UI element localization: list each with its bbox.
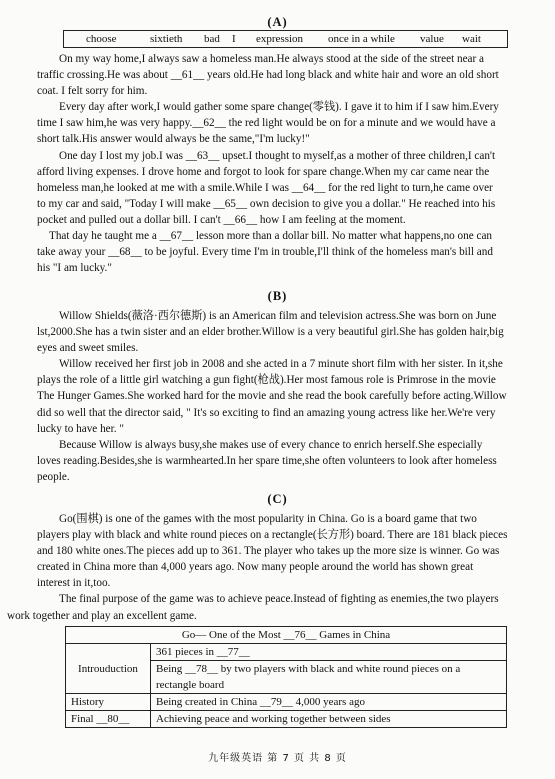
passage-line: pocket and pulled out a dollar bill. I can't __66__ how I am feeling at the moment. [37, 213, 406, 226]
passage-line: time I saw him,he was very happy.__62__ the red light would be on for a minute and we would have a [37, 117, 496, 130]
section-a-title: (A) [267, 15, 288, 29]
passage-line: and 180 white ones.The pieces add up to 361. The player who takes up the more size is winner. Go was [37, 545, 500, 558]
word-bank [63, 30, 508, 48]
table-cell: Achieving peace and working together between sides [151, 711, 507, 728]
passage-line: loves reading.Besides,she is warmhearted.In her spare time,she often volunteers to look after homeless [37, 454, 497, 467]
passage-line: lst,2000.She has a twin sister and an elder brother.Willow is a very beautiful girl.She has golden hair,big [37, 326, 504, 339]
word-bank-item: once in a while [328, 33, 395, 45]
passage-line: to my car and said, "Today I will make __65__ own decision to give you a dollar." He reached into his [37, 197, 496, 210]
word-bank-item: expression [256, 33, 304, 45]
passage-line: take away your __68__ to be joyful. Every time I'm in trouble,I'll think of the homeless man's bill and [37, 246, 493, 259]
table-cell: 361 pieces in __77__ [151, 644, 507, 661]
word-bank-item: sixtieth [150, 33, 183, 45]
passage-line: players play with black and white round pieces on a rectangle(长方形) board. There are 181 black pieces [37, 529, 508, 542]
passage-line: his "I am lucky." [37, 262, 112, 275]
table-cell-label: History [66, 694, 151, 711]
passage-line: One day I lost my job.I was __63__ upset.I thought to myself,as a mother of three children,I can't [59, 149, 496, 162]
passage-line: The Hunger Games.She worked hard for the movie and she read the book carefully before acting.Willow [37, 390, 507, 403]
passage-b [37, 308, 534, 485]
passage-line: interest in it,too. [37, 577, 111, 590]
table-cell-label: Final __80__ [66, 711, 151, 728]
passage-line: traffic crossing.He was about __61__ years old.He had long black and white hair and wore an old short [37, 69, 499, 82]
passage-line: afford living expenses. I drove home and forgot to look for spare change.When my car came near the [37, 165, 490, 178]
table-cell: rectangle board [151, 677, 507, 694]
passage-line: Willow Shields(薇洛·西尔德斯) is an American film and television actress.She was born on June [59, 310, 497, 322]
passage-line: That day he taught me a __67__ lesson more than a dollar bill. No matter what happens,no one can [49, 230, 493, 243]
passage-line: Because Willow is always busy,she makes use of every chance to enrich herself.She especially [59, 438, 483, 451]
passage-line: did so well that the director said, " It's so exciting to find an amazing young actress like her.We're very [37, 406, 496, 419]
table-row [66, 627, 507, 644]
passage-c [7, 511, 534, 624]
passage-line: work together and play an excellent game. [7, 609, 197, 622]
table-row [66, 711, 507, 728]
word-bank-item: bad [204, 33, 220, 45]
passage-line: The final purpose of the game was to achieve peace.Instead of fighting as enemies,the two players [59, 593, 499, 606]
passage-line: lucky to have her. " [37, 422, 124, 435]
passage-line: homeless man,he looked at me with a smile.While I was __64__ for the red light to turn,he came over [37, 181, 493, 194]
passage-line: Every day after work,I would gather some spare change(零钱). I gave it to him if I saw him.Every [59, 101, 499, 114]
passage-line: Willow received her first job in 2008 and she acted in a 7 minute short film with her sister. In it,she [59, 358, 503, 371]
table-row [66, 644, 507, 661]
word-bank-item: choose [86, 33, 117, 45]
section-b-title: (B) [267, 289, 288, 303]
summary-table [65, 626, 507, 728]
table-cell-label: Introuduction [66, 644, 151, 694]
passage-line: created in China more than 4,000 years ago. Now many people around the world has shown great [37, 561, 474, 574]
passage-line: plays the role of a little girl watching a gun fight(枪战).Her most famous role is Primrose in the movie [37, 374, 496, 387]
passage-line: Go(围棋) is one of the games with the most popularity in China. Go is a board game that two [59, 513, 477, 525]
passage-line: short talk.His answer would always be the same,"I'm lucky!" [37, 133, 310, 146]
word-bank-item: I [232, 33, 236, 45]
table-header: Go— One of the Most __76__ Games in China [66, 627, 507, 644]
passage-line: coat. I felt sorry for him. [37, 85, 148, 98]
passage-line: people. [37, 470, 70, 483]
table-row [66, 694, 507, 711]
table-cell: Being created in China __79__ 4,000 years ago [151, 694, 507, 711]
passage-line: eyes and sweet smiles. [37, 342, 139, 355]
page-footer: 九年级英语 第 7 页 共 8 页 [208, 753, 347, 764]
passage-a [37, 51, 534, 276]
word-bank-item: wait [462, 33, 481, 45]
passage-line: On my way home,I always saw a homeless man.He always stood at the side of the street near a [59, 53, 484, 65]
table-cell: Being __78__ by two players with black and white round pieces on a [151, 661, 507, 678]
word-bank-item: value [420, 33, 444, 45]
section-c-title: (C) [267, 492, 288, 506]
